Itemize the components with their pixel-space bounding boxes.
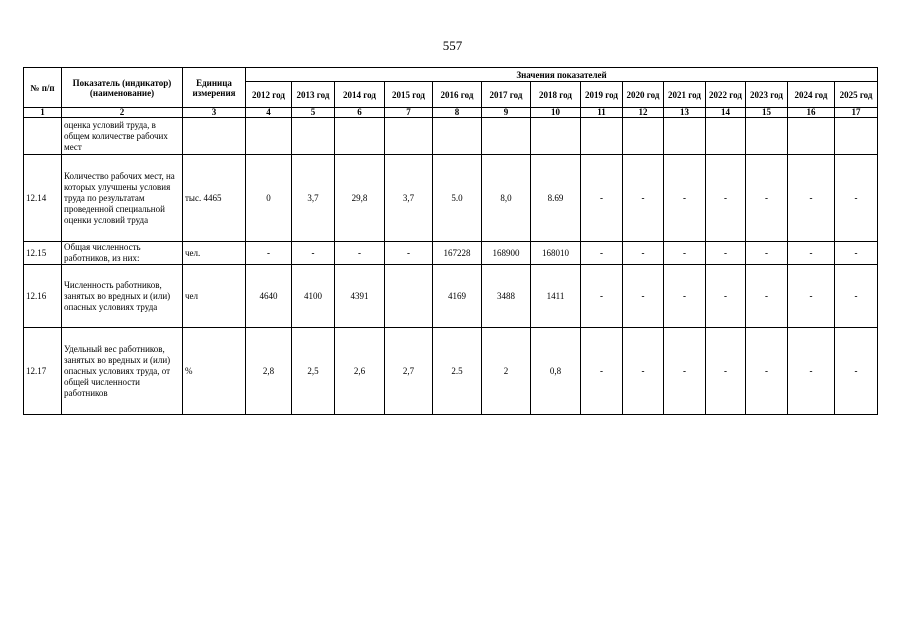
header-column-number: 1	[24, 108, 62, 118]
header-column-number: 8	[433, 108, 482, 118]
value-cell	[433, 118, 482, 155]
value-cell: -	[746, 328, 788, 415]
page-number: 557	[442, 38, 463, 53]
value-cell: -	[835, 265, 878, 328]
value-cell: 2,7	[385, 328, 433, 415]
header-column-number: 10	[531, 108, 581, 118]
value-cell: 0,8	[531, 328, 581, 415]
header-column-number: 2	[62, 108, 183, 118]
header-column-number: 14	[706, 108, 746, 118]
header-column-number: 5	[292, 108, 335, 118]
header-year: 2024 год	[788, 82, 835, 108]
value-cell: -	[746, 242, 788, 265]
value-cell: 4640	[246, 265, 292, 328]
header-indicator: Показатель (индикатор) (наименование)	[62, 68, 183, 108]
value-cell	[664, 118, 706, 155]
value-cell	[531, 118, 581, 155]
header-column-number: 11	[581, 108, 623, 118]
header-year: 2017 год	[482, 82, 531, 108]
table-row	[24, 155, 878, 242]
table-row	[24, 265, 878, 328]
header-column-number: 12	[623, 108, 664, 118]
value-cell: -	[581, 242, 623, 265]
value-cell: 3488	[482, 265, 531, 328]
header-year: 2020 год	[623, 82, 664, 108]
value-cell: -	[706, 328, 746, 415]
value-cell: -	[623, 265, 664, 328]
row-number: 12.17	[24, 328, 62, 415]
header-column-number: 4	[246, 108, 292, 118]
indicator-name: Численность работников, занятых во вредных и (или) опасных условиях труда	[62, 265, 183, 328]
value-cell: -	[581, 265, 623, 328]
indicator-unit	[183, 118, 246, 155]
row-number: 12.14	[24, 155, 62, 242]
header-year: 2014 год	[335, 82, 385, 108]
header-values-title: Значения показателей	[246, 68, 878, 82]
value-cell: -	[706, 242, 746, 265]
value-cell: 2,5	[292, 328, 335, 415]
indicator-unit: чел	[183, 265, 246, 328]
header-column-number: 16	[788, 108, 835, 118]
value-cell: 8.69	[531, 155, 581, 242]
value-cell: -	[746, 265, 788, 328]
value-cell: -	[292, 242, 335, 265]
header-year: 2022 год	[706, 82, 746, 108]
value-cell	[835, 118, 878, 155]
value-cell: 167228	[433, 242, 482, 265]
value-cell	[385, 265, 433, 328]
value-cell: -	[788, 328, 835, 415]
indicator-name: Удельный вес работников, занятых во вредных и (или) опасных условиях труда, от общей численности работников	[62, 328, 183, 415]
value-cell: -	[664, 265, 706, 328]
value-cell: -	[746, 155, 788, 242]
value-cell: -	[581, 328, 623, 415]
value-cell	[482, 118, 531, 155]
value-cell	[706, 118, 746, 155]
value-cell	[246, 118, 292, 155]
table-row	[24, 242, 878, 265]
header-year: 2018 год	[531, 82, 581, 108]
value-cell: -	[706, 155, 746, 242]
value-cell: -	[581, 155, 623, 242]
header-unit: Единица измерения	[183, 68, 246, 108]
indicator-name: оценка условий труда, в общем количестве рабочих мест	[62, 118, 183, 155]
value-cell: -	[664, 155, 706, 242]
value-cell: 4100	[292, 265, 335, 328]
value-cell: 1411	[531, 265, 581, 328]
table-row	[24, 118, 878, 155]
indicator-name: Количество рабочих мест, на которых улучшены условия труда по результатам проведенной специальной оценки условий труда	[62, 155, 183, 242]
value-cell: -	[623, 328, 664, 415]
value-cell: -	[623, 155, 664, 242]
value-cell	[623, 118, 664, 155]
value-cell: 8,0	[482, 155, 531, 242]
header-year: 2025 год	[835, 82, 878, 108]
header-column-number: 3	[183, 108, 246, 118]
value-cell: 2.5	[433, 328, 482, 415]
value-cell: 4391	[335, 265, 385, 328]
value-cell	[581, 118, 623, 155]
header-year: 2019 год	[581, 82, 623, 108]
value-cell: 0	[246, 155, 292, 242]
header-column-number: 9	[482, 108, 531, 118]
value-cell: -	[246, 242, 292, 265]
table-row	[24, 328, 878, 415]
header-year: 2015 год	[385, 82, 433, 108]
value-cell	[746, 118, 788, 155]
header-column-number: 15	[746, 108, 788, 118]
header-year: 2013 год	[292, 82, 335, 108]
value-cell: -	[788, 242, 835, 265]
value-cell: -	[623, 242, 664, 265]
value-cell: -	[835, 242, 878, 265]
value-cell: 2,6	[335, 328, 385, 415]
value-cell: -	[335, 242, 385, 265]
value-cell: 2	[482, 328, 531, 415]
value-cell: 168010	[531, 242, 581, 265]
header-num: № п/п	[24, 68, 62, 108]
value-cell	[788, 118, 835, 155]
value-cell	[385, 118, 433, 155]
indicator-unit: чел.	[183, 242, 246, 265]
value-cell: 5.0	[433, 155, 482, 242]
indicator-name: Общая численность работников, из них:	[62, 242, 183, 265]
header-year: 2012 год	[246, 82, 292, 108]
value-cell: 168900	[482, 242, 531, 265]
value-cell: 3,7	[385, 155, 433, 242]
value-cell: -	[664, 328, 706, 415]
value-cell: 3,7	[292, 155, 335, 242]
value-cell: -	[788, 265, 835, 328]
header-year: 2016 год	[433, 82, 482, 108]
value-cell: -	[706, 265, 746, 328]
header-year: 2021 год	[664, 82, 706, 108]
value-cell: -	[835, 155, 878, 242]
indicator-unit: %	[183, 328, 246, 415]
value-cell: 4169	[433, 265, 482, 328]
value-cell	[335, 118, 385, 155]
header-year: 2023 год	[746, 82, 788, 108]
header-column-number: 6	[335, 108, 385, 118]
row-number: 12.15	[24, 242, 62, 265]
header-column-number: 7	[385, 108, 433, 118]
header-column-number: 17	[835, 108, 878, 118]
value-cell: 2,8	[246, 328, 292, 415]
value-cell: 29,8	[335, 155, 385, 242]
value-cell: -	[664, 242, 706, 265]
indicator-unit: тыс. 4465	[183, 155, 246, 242]
row-number	[24, 118, 62, 155]
value-cell	[292, 118, 335, 155]
header-column-number: 13	[664, 108, 706, 118]
row-number: 12.16	[24, 265, 62, 328]
value-cell: -	[835, 328, 878, 415]
value-cell: -	[385, 242, 433, 265]
indicators-table	[23, 67, 878, 415]
value-cell: -	[788, 155, 835, 242]
